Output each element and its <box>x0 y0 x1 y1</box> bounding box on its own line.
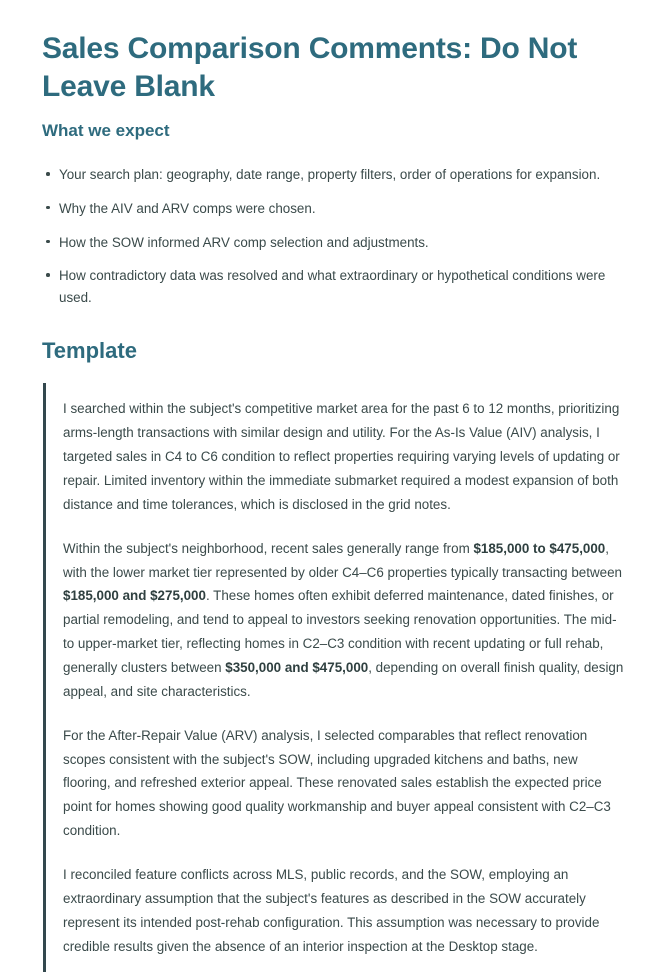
list-item <box>42 164 621 186</box>
page-title: Sales Comparison Comments: Do Not Leave Blank <box>42 32 578 104</box>
paragraph-segment: Within the subject's neighborhood, recent sales generally range from <box>63 540 474 556</box>
paragraph-text: I searched within the subject's competitive market area for the past 6 to 12 months, prioritizing arms-length transactions with similar design and utility. For the As-Is Value (AIV) analysis, I targeted sales in C4 to C6 condition to reflect properties requiring varying levels of updating or repair. Limited inventory within the immediate submarket required a modest expansion of both distance and time tolerances, which is disclosed in the grid notes. <box>63 401 620 512</box>
template-paragraph-3 <box>63 724 624 843</box>
list-item <box>42 198 621 220</box>
list-item-text: Why the AIV and ARV comps were chosen. <box>59 200 316 216</box>
template-paragraph-2 <box>63 537 624 704</box>
what-we-expect-heading: What we expect <box>42 121 170 141</box>
price-range-emphasis: $350,000 and $475,000 <box>225 659 369 675</box>
paragraph-text: I reconciled feature conflicts across MLS, public records, and the SOW, employing an extraordinary assumption that the subject's features as described in the SOW accurately represent its intended post-rehab configuration. This assumption was necessary to provide credible results given the absence of an interior inspection at the Desktop stage. <box>63 867 600 954</box>
template-quote-block <box>43 383 624 972</box>
list-item-text: How the SOW informed ARV comp selection and adjustments. <box>59 234 429 250</box>
template-heading: Template <box>42 337 137 363</box>
template-paragraph-4 <box>63 863 624 958</box>
paragraph-text: For the After-Repair Value (ARV) analysis, I selected comparables that reflect renovation scopes consistent with the subject's SOW, including upgraded kitchens and baths, new flooring, and refreshed exterior appeal. These renovated sales establish the expected price point for homes showing good quality workmanship and buyer appeal consistent with C2–C3 condition. <box>63 727 611 839</box>
list-item-text: Your search plan: geography, date range, property filters, order of operations for expansion. <box>59 167 601 183</box>
price-range-emphasis: $185,000 and $275,000 <box>63 588 206 604</box>
paragraph-segment: . These homes often exhibit deferred maintenance, dated finishes, or partial remodeling, and tend to appeal to investors seeking renovation opportunities. The mid- to upper-market tier, reflecting homes in C2–C3 condition with recent updating or full rehab, generally clusters between <box>63 588 617 675</box>
price-range-emphasis: $185,000 to $475,000 <box>473 540 606 556</box>
expectations-list <box>42 164 624 309</box>
template-paragraph-1 <box>63 397 624 516</box>
list-item-text: How contradictory data was resolved and what extraordinary or hypothetical conditions were used. <box>59 268 606 306</box>
list-item <box>42 265 621 308</box>
paragraph-segment: , with the lower market tier represented by older C4–C6 properties typically transacting between <box>63 540 622 580</box>
list-item <box>42 232 621 254</box>
paragraph-segment: , depending on overall finish quality, design appeal, and site characteristics. <box>63 659 624 699</box>
